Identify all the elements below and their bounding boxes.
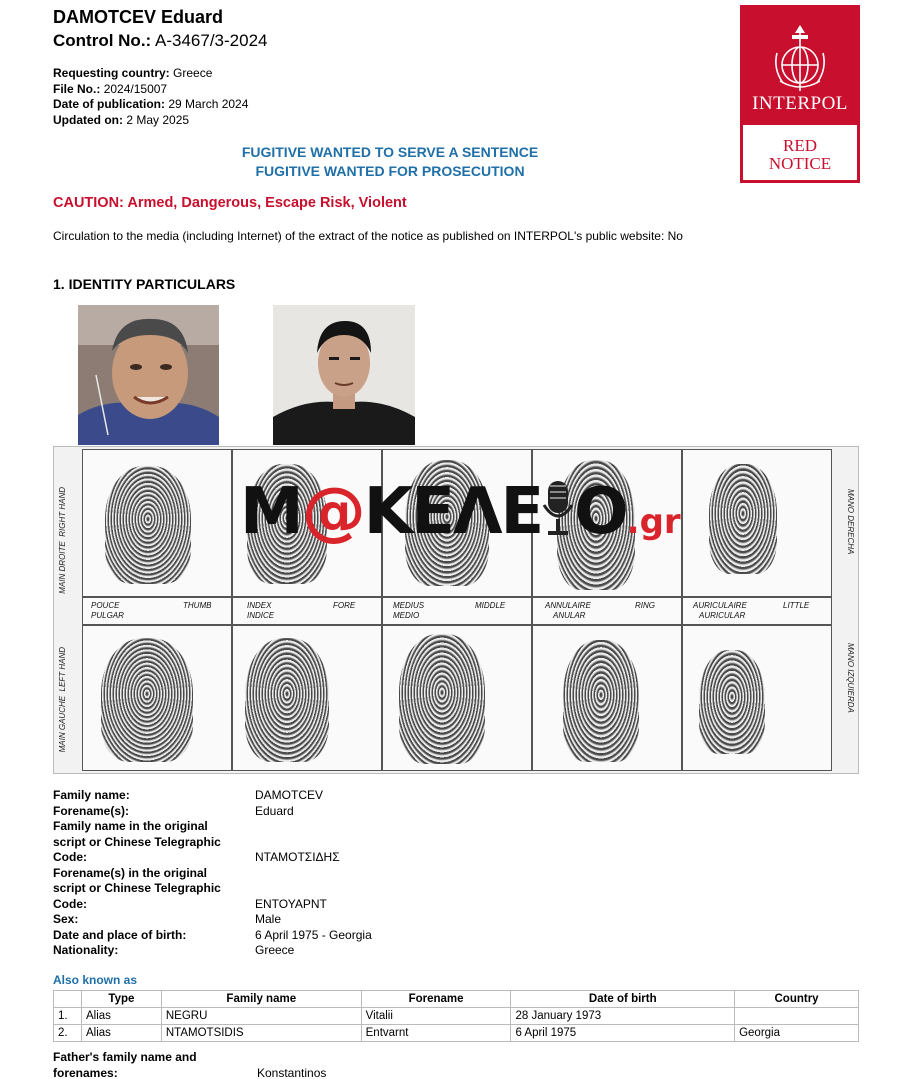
fingerprint-left-index [232,625,382,771]
field-label: Family name in the original script or Chinese Telegraphic Code: [53,819,221,864]
fingerprint-left-little [682,625,832,771]
badge-notice-text: RED NOTICE [768,136,832,173]
aka-title: Also known as [53,973,138,987]
col-header: Family name [161,991,361,1008]
finger-label-thumb: POUCE THUMB PULGAR [82,597,232,625]
fingerprint-right-thumb [82,449,232,597]
finger-label-index: INDEX FORE INDICE [232,597,382,625]
field-label: Sex: [53,912,79,926]
fingerprint-image [101,638,193,762]
left-hand-es-label: MANO IZQUIERDA [846,643,855,713]
portrait-2-image [273,305,415,445]
notice-meta [53,66,248,128]
interpol-emblem-icon [771,23,829,95]
field-label: Father's family name and forenames: [53,1050,197,1079]
meta-row: Requesting country: Greece [53,66,213,80]
person-name-title: DAMOTCEV Eduard [53,7,224,27]
fingerprint-right-little [682,449,832,597]
interpol-red-notice-badge [740,5,860,183]
fingerprint-image [699,650,765,754]
field-value: Eduard [255,803,294,818]
finger-label-little: AURICULAIRE LITTLE AURICULAR [682,597,832,625]
aka-table [53,990,859,1042]
father-name-field [53,1050,553,1079]
fingerprint-image [399,634,485,764]
notice-type-2: FUGITIVE WANTED FOR PROSECUTION [255,163,525,179]
site-watermark: M@ΚΕΛΕ Ο.gr [240,475,681,549]
fingerprint-image [245,638,329,762]
field-value: ΝΤΑΜΟΤΣΙΔΗΣ [255,850,340,864]
meta-row: File No.: 2024/15007 [53,81,168,96]
fingerprint-left-thumb [82,625,232,771]
table-row: 2. Alias NTAMOTSIDIS Entvarnt 6 April 1975 Georgia [54,1025,859,1042]
field-label: Family name: [53,788,130,802]
badge-notice-box [743,125,857,180]
control-value: A-3467/3-2024 [155,31,268,50]
control-number [53,31,267,51]
right-hand-es-label: MANO DERECHA [846,489,855,555]
finger-label-ring: ANNULAIRE RING ANULAR [532,597,682,625]
col-header: Date of birth [511,991,735,1008]
finger-label-middle: MEDIUS MIDDLE MEDIO [382,597,532,625]
col-header: Forename [361,991,511,1008]
field-value: 6 April 1975 - Georgia [255,927,372,942]
left-hand-side-label: MAIN GAUCHE LEFT HAND [58,647,67,753]
field-label: Forename(s): [53,803,130,818]
field-value: Greece [255,943,295,957]
field-value: Konstantinos [257,1065,327,1079]
fingerprint-left-ring [532,625,682,771]
aka-header-row [54,991,859,1008]
meta-row: Date of publication: 29 March 2024 [53,97,249,111]
fingerprint-image [105,466,191,584]
photo-1 [78,305,219,445]
table-row: 1. Alias NEGRU Vitalii 28 January 1973 [54,1008,859,1025]
notice-type-1: FUGITIVE WANTED TO SERVE A SENTENCE [241,144,539,160]
caution-text: CAUTION: Armed, Dangerous, Escape Risk, Violent [53,195,407,211]
circulation-text: Circulation to the media (including Internet) of the extract of the notice as published on INTERPOL's public website: No [53,229,683,243]
fingerprint-left-middle [382,625,532,771]
fingerprint-image [709,464,777,574]
field-label: Forename(s) in the original script or Chinese Telegraphic Code: [53,865,221,911]
identity-particulars [53,788,553,968]
fingerprint-image [563,640,639,762]
badge-org-name: INTERPOL [752,93,848,114]
col-header [54,991,82,1008]
col-header: Type [81,991,161,1008]
photo-2 [273,305,415,445]
field-value: ΕΝΤΟΥΑΡΝΤ [255,896,327,911]
meta-row: Updated on: 2 May 2025 [53,112,190,127]
section-title: 1. IDENTITY PARTICULARS [53,276,236,292]
control-label: Control No.: [53,31,152,50]
col-header: Country [735,991,859,1008]
field-value: DAMOTCEV [255,788,324,802]
field-label: Nationality: [53,943,119,957]
field-label: Date and place of birth: [53,927,187,942]
portrait-1-image [78,305,219,445]
microphone-icon [542,478,574,538]
field-value: Male [255,912,282,926]
right-hand-side-label: MAIN DROITE RIGHT HAND [58,487,67,594]
